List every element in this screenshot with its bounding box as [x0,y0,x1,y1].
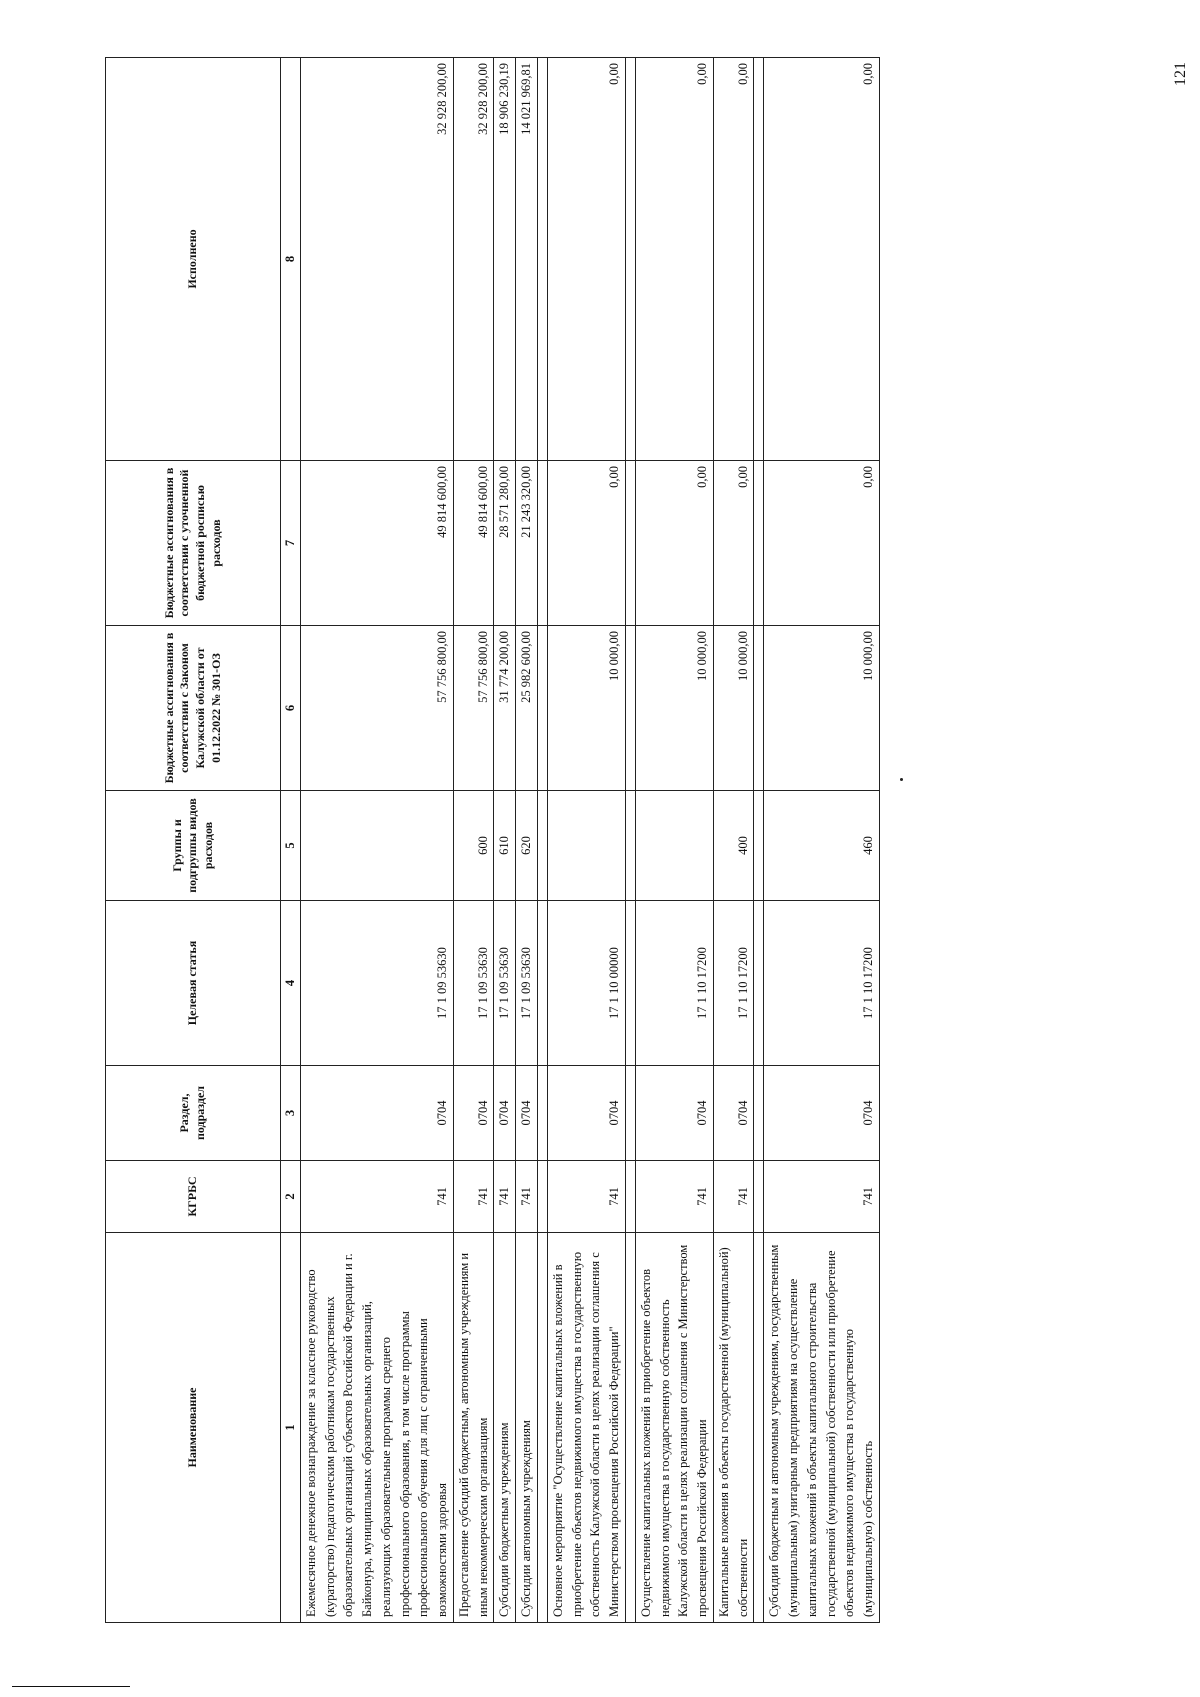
table-row [713,58,754,1623]
row-kgrbs: 741 [764,1161,880,1233]
row-executed: 18 906 230,19 [494,58,516,461]
table-row [547,58,625,1623]
row-kgrbs: 741 [635,1161,713,1233]
header-kgrbs: КГРБС [106,1161,281,1233]
row-executed: 0,00 [764,58,880,461]
row-section: 0704 [300,1066,453,1161]
column-number: 3 [281,1066,301,1161]
row-executed: 32 928 200,00 [453,58,494,461]
page-number: 121 [1172,62,1189,86]
header-target: Целевая статья [106,901,281,1066]
header-section: Раздел, подраздел [106,1066,281,1161]
row-law: 10 000,00 [635,626,713,791]
row-group: 400 [713,791,754,901]
row-kgrbs: 741 [713,1161,754,1233]
row-group: 600 [453,791,494,901]
row-target: 17 1 10 17200 [713,901,754,1066]
row-group: 620 [516,791,538,901]
table-row [635,58,713,1623]
row-target: 17 1 09 53630 [494,901,516,1066]
row-budget: 0,00 [713,461,754,626]
row-executed: 0,00 [713,58,754,461]
row-group: 610 [494,791,516,901]
row-group [547,791,625,901]
column-number: 6 [281,626,301,791]
row-name: Основное мероприятие "Осуществление капитальных вложений в приобретение объектов недвижимого имущества в государственную собственность Калужской области в целях реализации соглашения с Министерством просвещения Российской Федерации" [547,1233,625,1623]
header-row [106,58,281,1623]
row-executed: 32 928 200,00 [300,58,453,461]
table-row [453,58,494,1623]
row-kgrbs: 741 [547,1161,625,1233]
header-executed: Исполнено [106,58,281,461]
row-target: 17 1 10 17200 [764,901,880,1066]
row-section: 0704 [494,1066,516,1161]
row-kgrbs: 741 [300,1161,453,1233]
row-law: 57 756 800,00 [453,626,494,791]
row-group [300,791,453,901]
row-name: Субсидии бюджетным и автономным учреждениям, государственным (муниципальным) унитарным предприятиям на осуществление капитальных вложений в объекты капитального строительства государственной (муниципальной) собственности или приобретение объектов недвижимого имущества в государственную (муниципальную) собственность [764,1233,880,1623]
row-budget: 0,00 [635,461,713,626]
table-row [516,58,538,1623]
row-section: 0704 [635,1066,713,1161]
row-target: 17 1 09 53630 [453,901,494,1066]
row-name: Ежемесячное денежное вознаграждение за классное руководство (кураторство) педагогическим работникам государственных образовательных организаций субъектов Российской Федерации и г. Байконура, муниципальных образовательных организаций, реализующих образовательные программы среднего профессионального образования, в том числе программы профессионального обучения для лиц с ограниченными возможностями здоровья [300,1233,453,1623]
row-kgrbs: 741 [516,1161,538,1233]
row-law: 10 000,00 [713,626,754,791]
row-name: Осуществление капитальных вложений в приобретение объектов недвижимого имущества в государственную собственность Калужской области в целях реализации соглашения с Министерством просвещения Российской Федерации [635,1233,713,1623]
rotated-table-container [105,58,1060,1623]
header-groups: Группы и подгруппы видов расходов [106,791,281,901]
table-row [300,58,453,1623]
column-number-row [281,58,301,1623]
row-executed: 0,00 [635,58,713,461]
row-budget: 49 814 600,00 [453,461,494,626]
row-law: 25 982 600,00 [516,626,538,791]
row-section: 0704 [547,1066,625,1161]
bottom-rule [12,1686,130,1687]
column-number: 1 [281,1233,301,1623]
table-row [494,58,516,1623]
row-budget: 28 571 280,00 [494,461,516,626]
budget-table [105,57,880,1623]
row-section: 0704 [764,1066,880,1161]
row-section: 0704 [453,1066,494,1161]
row-section: 0704 [713,1066,754,1161]
row-law: 10 000,00 [547,626,625,791]
row-section: 0704 [516,1066,538,1161]
row-budget: 0,00 [764,461,880,626]
column-number: 4 [281,901,301,1066]
row-law: 10 000,00 [764,626,880,791]
row-budget: 49 814 600,00 [300,461,453,626]
row-group [635,791,713,901]
column-number: 7 [281,461,301,626]
row-target: 17 1 10 17200 [635,901,713,1066]
row-name: Субсидии бюджетным учреждениям [494,1233,516,1623]
row-law: 31 774 200,00 [494,626,516,791]
header-law: Бюджетные ассигнования в соответствии с Законом Калужской области от 01.12.2022 № 301-ОЗ [106,626,281,791]
row-target: 17 1 10 00000 [547,901,625,1066]
spacer-row [754,58,764,1623]
row-target: 17 1 09 53630 [516,901,538,1066]
header-budget: Бюджетные ассигнования в соответствии с уточненной бюджетной росписью расходов [106,461,281,626]
row-group: 460 [764,791,880,901]
row-kgrbs: 741 [453,1161,494,1233]
column-number: 2 [281,1161,301,1233]
row-name: Предоставление субсидий бюджетным, автономным учреждениям и иным некоммерческим организациям [453,1233,494,1623]
row-budget: 21 243 320,00 [516,461,538,626]
spacer-row [625,58,635,1623]
row-kgrbs: 741 [494,1161,516,1233]
row-executed: 0,00 [547,58,625,461]
row-target: 17 1 09 53630 [300,901,453,1066]
row-name: Субсидии автономным учреждениям [516,1233,538,1623]
header-name: Наименование [106,1233,281,1623]
table-row [764,58,880,1623]
row-law: 57 756 800,00 [300,626,453,791]
spacer-row [537,58,547,1623]
column-number: 5 [281,791,301,901]
row-name: Капитальные вложения в объекты государственной (муниципальной) собственности [713,1233,754,1623]
row-executed: 14 021 969,81 [516,58,538,461]
column-number: 8 [281,58,301,461]
row-budget: 0,00 [547,461,625,626]
